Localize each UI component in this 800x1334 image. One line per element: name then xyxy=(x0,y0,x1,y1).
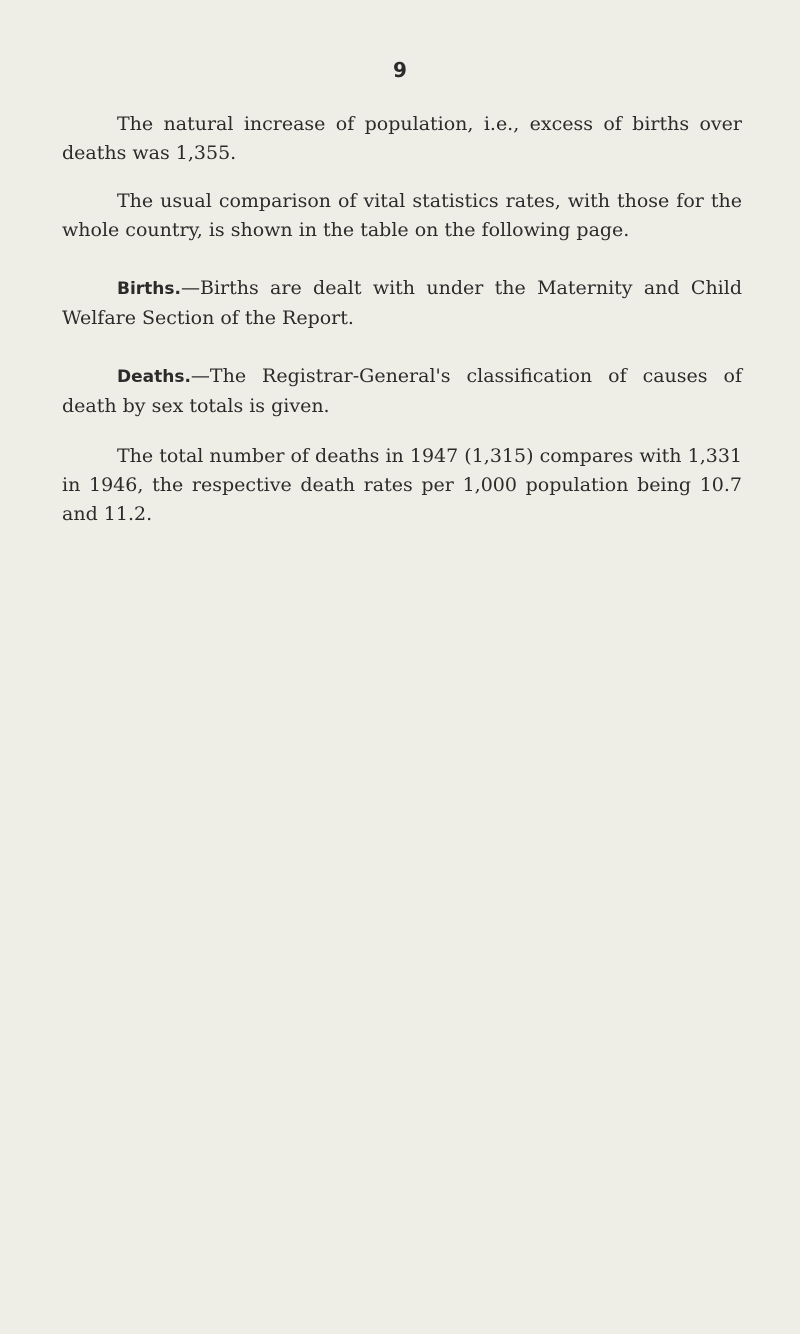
paragraph-total-deaths: The total number of deaths in 1947 (1,315) compares with 1,331 in 1946, the respective death rates per 1,000 population being 10.7 and 11.2. xyxy=(62,445,742,525)
paragraph-deaths xyxy=(62,362,742,421)
deaths-text: —The Registrar-General's classification of causes of death by sex totals is given. xyxy=(62,365,742,417)
page-number: 9 xyxy=(393,58,407,82)
paragraph-births xyxy=(62,274,742,333)
deaths-heading: Deaths. xyxy=(117,367,191,387)
births-heading: Births. xyxy=(117,279,181,299)
paragraph-natural-increase: The natural increase of population, i.e., excess of births over deaths was 1,355. xyxy=(62,113,742,164)
paragraph-comparison: The usual comparison of vital statistics rates, with those for the whole country, is shown in the table on the following page. xyxy=(62,190,742,241)
births-text: —Births are dealt with under the Maternity and Child Welfare Section of the Report. xyxy=(62,277,742,329)
